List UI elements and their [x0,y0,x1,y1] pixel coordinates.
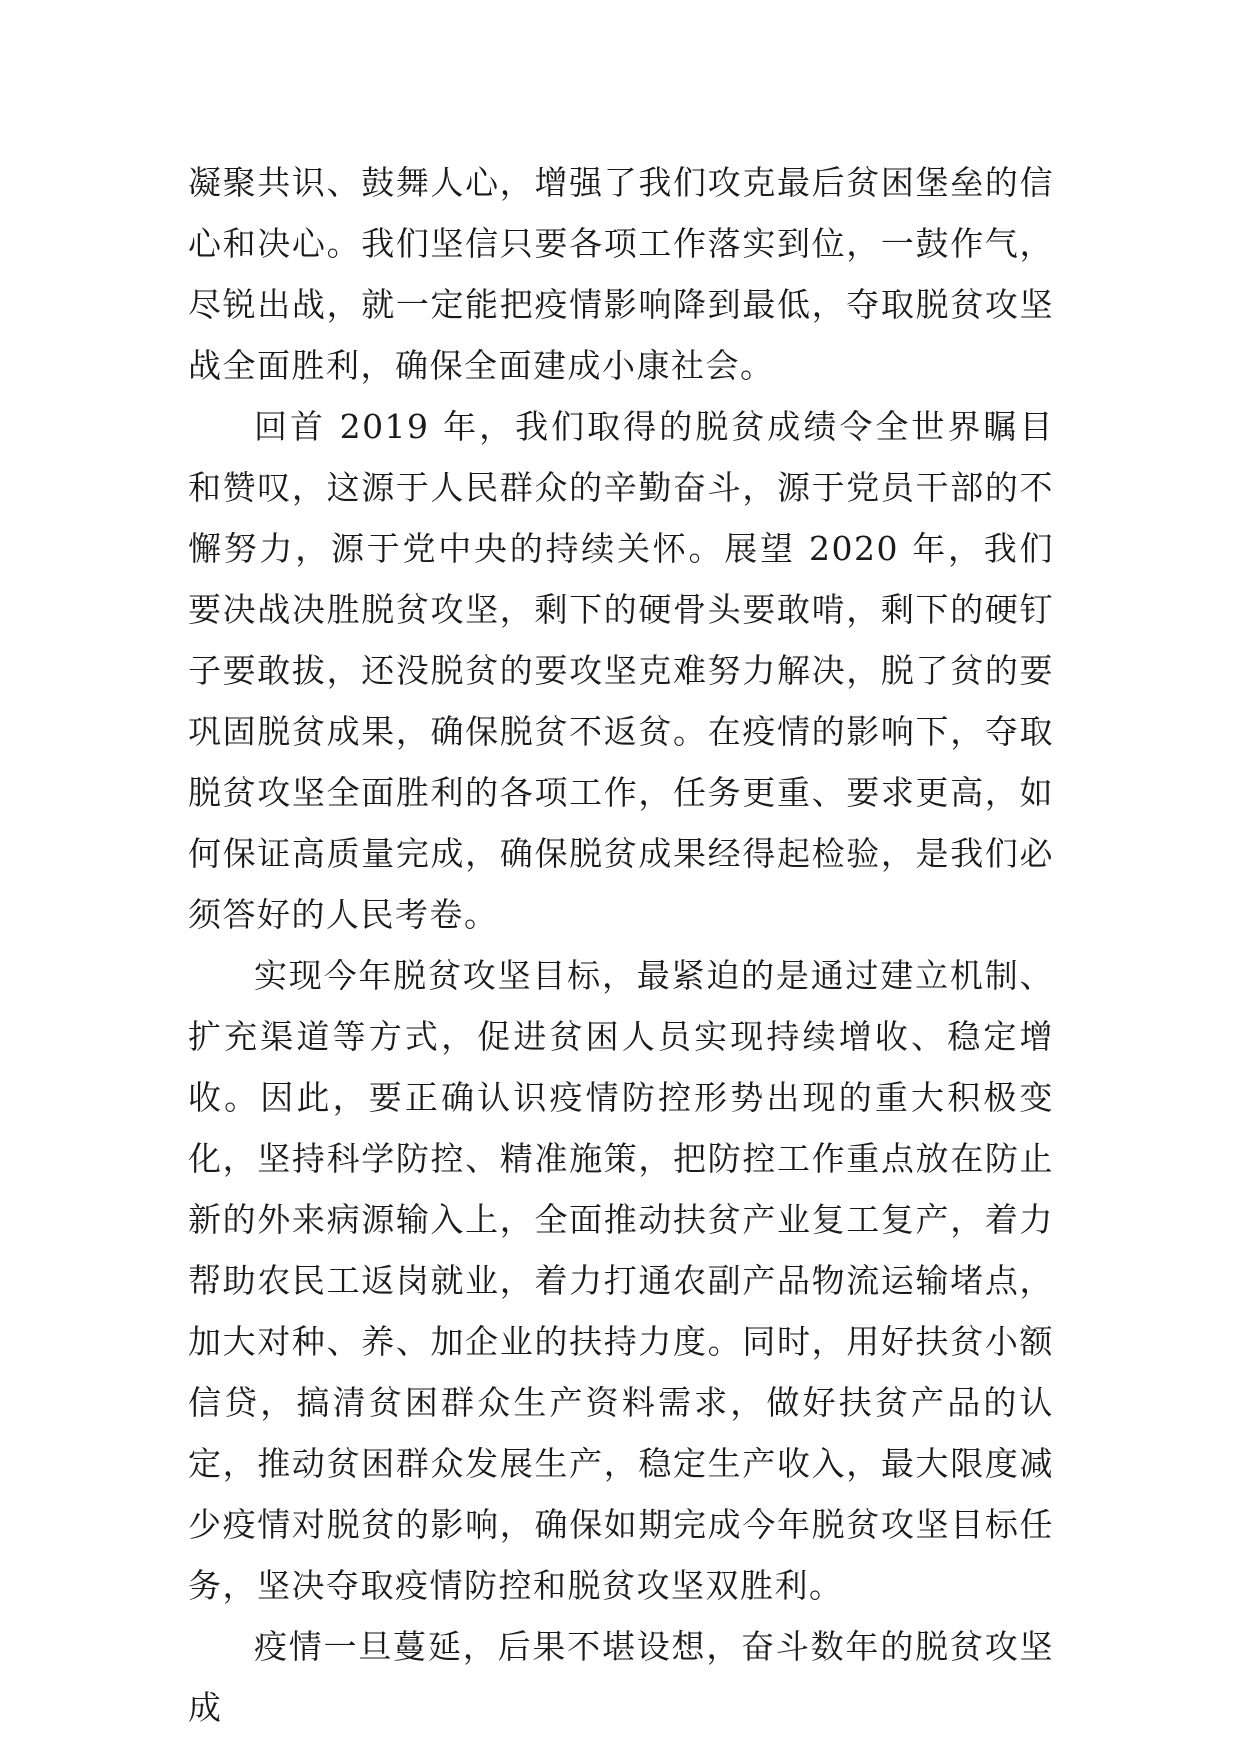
paragraph-1: 凝聚共识、鼓舞人心，增强了我们攻克最后贫困堡垒的信心和决心。我们坚信只要各项工作落实到位，一鼓作气，尽锐出战，就一定能把疫情影响降到最低，夺取脱贫攻坚战全面胜利，确保全面建成小康社会。 [188,163,1054,385]
paragraph-2: 回首 2019 年，我们取得的脱贫成绩令全世界瞩目和赞叹，这源于人民群众的辛勤奋斗，源于党员干部的不懈努力，源于党中央的持续关怀。展望 2020 年，我们要决战决胜脱贫攻坚，剩下的硬骨头要敢啃，剩下的硬钉子要敢拔，还没脱贫的要攻坚克难努力解决，脱了贫的要巩固脱贫成果，确保脱贫不返贫。在疫情的影响下，夺取脱贫攻坚全面胜利的各项工作，任务更重、要求更高，如何保证高质量完成，确保脱贫成果经得起检验，是我们必须答好的人民考卷。 [188,407,1054,934]
body-text [188,152,1054,1738]
paragraph-4: 疫情一旦蔓延，后果不堪设想，奋斗数年的脱贫攻坚成 [188,1627,1054,1727]
paragraph-3: 实现今年脱贫攻坚目标，最紧迫的是通过建立机制、扩充渠道等方式，促进贫困人员实现持续增收、稳定增收。因此，要正确认识疫情防控形势出现的重大积极变化，坚持科学防控、精准施策，把防控工作重点放在防止新的外来病源输入上，全面推动扶贫产业复工复产，着力帮助农民工返岗就业，着力打通农副产品物流运输堵点，加大对种、养、加企业的扶持力度。同时，用好扶贫小额信贷，搞清贫困群众生产资料需求，做好扶贫产品的认定，推动贫困群众发展生产，稳定生产收入，最大限度减少疫情对脱贫的影响，确保如期完成今年脱贫攻坚目标任务，坚决夺取疫情防控和脱贫攻坚双胜利。 [188,956,1054,1605]
